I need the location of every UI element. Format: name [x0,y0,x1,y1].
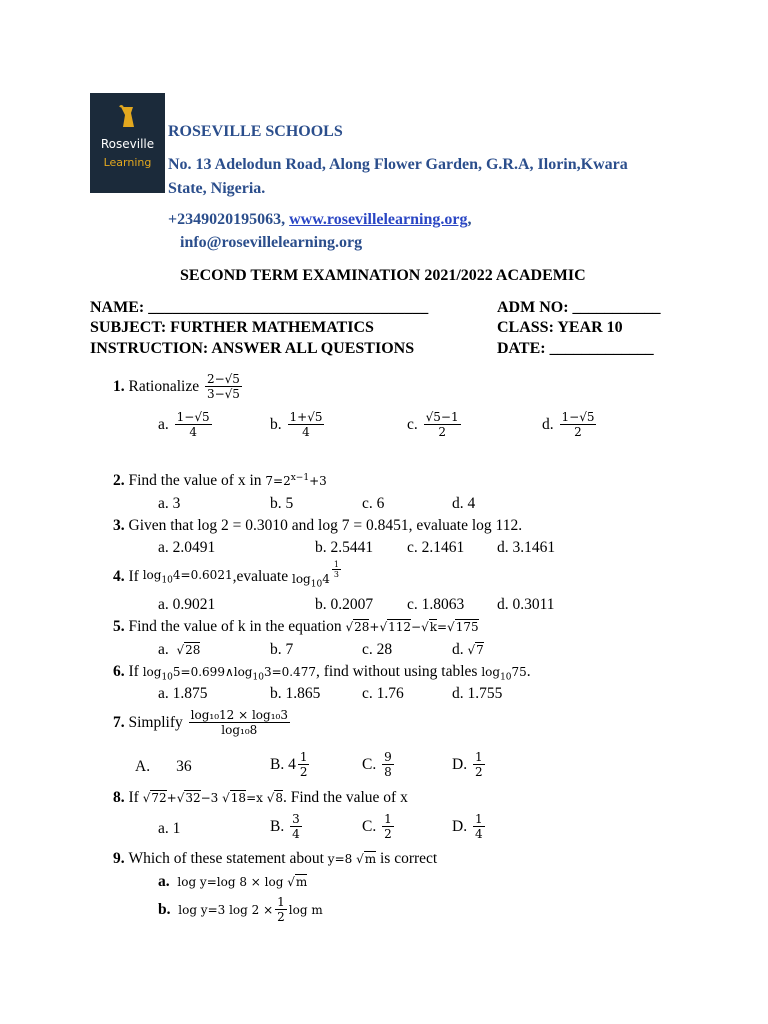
option-c: c. 1.8063 [407,596,465,613]
equation: $7=2^{x-1}+3$ [265,473,327,488]
question-6: 6. If $\log_{10}5=0.699\wedge\log_{10}3=0.477$, find without using tables $\log_{10}75$. [113,663,531,683]
option-a: a. √28 [158,641,201,658]
instruction-label: INSTRUCTION: ANSWER ALL QUESTIONS [90,340,415,357]
option-a: a. 0.9021 [158,596,216,613]
option-b: b. log y=3 log 2 × $\frac{1}{2}$ log m [158,895,323,924]
contact-line [168,211,471,229]
phone-number: +2349020195063, [168,211,286,228]
question-text: Rationalize [128,377,200,395]
subject-label: SUBJECT: FURTHER MATHEMATICS [90,319,374,336]
exam-title: SECOND TERM EXAMINATION 2021/2022 ACADEMIC [180,267,586,284]
option-c: c. 1.76 [362,685,404,702]
option-b: b. 5 [270,495,294,512]
option-a: a. 3 [158,495,181,512]
option-b: b. 2.5441 [315,539,374,556]
website-link[interactable]: www.rosevillelearning.org [289,211,468,228]
logo-word-roseville: Roseville [100,137,155,151]
class-label: CLASS: YEAR 10 [497,319,623,336]
option-c: C. $\frac{1}{2}$ [362,812,392,841]
question-fraction: $\frac{2-√5}{3-√5}$ [206,372,240,401]
option-d: d. 0.3011 [497,596,555,613]
option-a: a. $\frac{1-√5}{4}$ [158,410,210,439]
option-d: D. $\frac{1}{2}$ [452,750,483,779]
option-c: C. $\frac{9}{8}$ [362,750,392,779]
option-d: d. 4 [452,495,476,512]
question-9: 9. Which of these statement about y=8 √m is correct [113,850,438,867]
option-c: c. 28 [362,641,393,658]
option-a: a. log y=log 8 × log √m [158,873,308,890]
option-a: a. 1.875 [158,685,208,702]
option-a: A. 36 [135,758,192,775]
option-d: d. 3.1461 [497,539,556,556]
comma: , [467,211,472,228]
option-d: D. $\frac{1}{4}$ [452,812,483,841]
option-b: b. 1.865 [270,685,321,702]
address-line-1: No. 13 Adelodun Road, Along Flower Garden, G.R.A, Ilorin,Kwara [168,156,628,173]
question-7: 7. Simplify $\frac{\text{log₁₀12 × log₁₀3}}{\text{log₁₀8}}$ [113,708,288,737]
question-number: 1. [113,377,125,395]
scroll-icon [118,105,136,129]
question-3: 3. Given that log 2 = 0.3010 and log 7 = 0.8451, evaluate log 112. [113,517,523,534]
option-c: c. 2.1461 [407,539,465,556]
option-c: c. 6 [362,495,385,512]
question-5: 5. Find the value of k in the equation √28+√112−√k=√175 [113,618,479,635]
option-c: c. $\frac{√5-1}{2}$ [407,410,459,439]
question-1 [113,372,244,401]
name-field: NAME: ___________________________________ [90,299,429,316]
option-a: a. 1 [158,820,181,837]
date-field: DATE: _____________ [497,340,654,357]
school-name: ROSEVILLE SCHOOLS [168,123,343,140]
option-b: b. $\frac{1+√5}{4}$ [270,410,323,439]
email-address[interactable]: info@rosevillelearning.org [180,234,363,251]
option-d: d. √7 [452,641,484,658]
school-logo [90,93,165,193]
option-b: b. 7 [270,641,294,658]
logo-word-learning: Learning [103,156,152,169]
option-d: d. 1.755 [452,685,503,702]
option-d: d. $\frac{1-√5}{2}$ [542,410,595,439]
option-a: a. 2.0491 [158,539,216,556]
option-b: B. $\frac{3}{4}$ [270,812,300,841]
option-b: B. 4 $\frac{1}{2}$ [270,750,308,779]
option-b: b. 0.2007 [315,596,374,613]
question-8: 8. If √72+√32−3 √18=x √8. Find the value of x [113,789,408,806]
adm-no-field: ADM NO: ___________ [497,299,661,316]
question-2: 2. Find the value of x in $7=2^{x-1}+3$ [113,472,327,489]
question-4: 4. If $\log_{10}4=0.6021$ ,evaluate $\log_{10}4$ $\frac{1}{3}$ [113,560,339,590]
address-line-2: State, Nigeria. [168,180,266,197]
